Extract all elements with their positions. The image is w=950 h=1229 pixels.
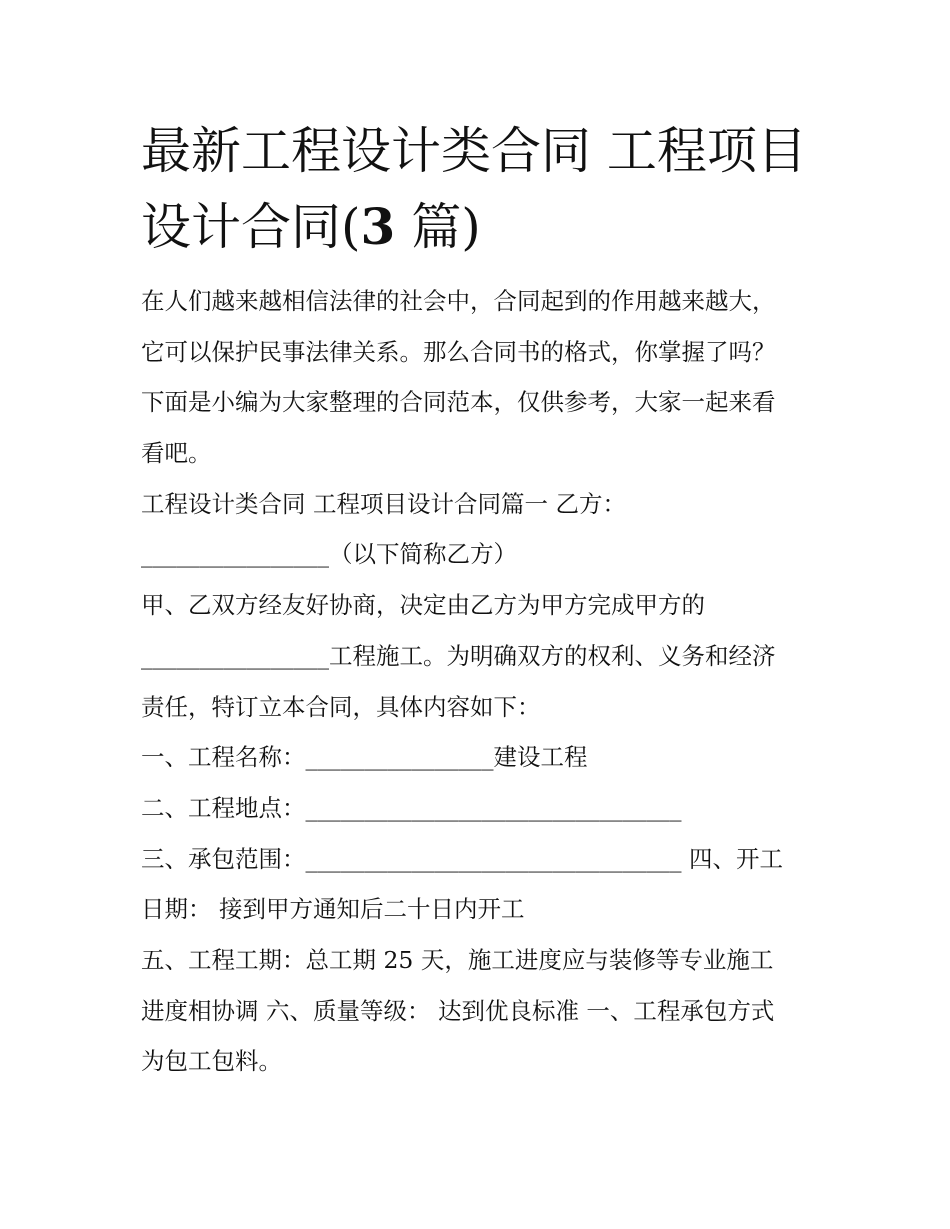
clause-quality-level: 进度相协调 六、质量等级： 达到优良标准 一、工程承包方式	[141, 996, 775, 1025]
title-article-count: 3	[360, 197, 396, 256]
body-line: 在人们越来越相信法律的社会中，合同起到的作用越来越大，	[141, 287, 776, 315]
clause-construction-period: 五、工程工期：总工期 25 天，施工进度应与装修等专业施工	[141, 945, 774, 974]
clause-project-name: 一、工程名称：________________建设工程	[141, 743, 588, 772]
clause-project-location: 二、工程地点：________________________________	[141, 793, 682, 822]
clause-start-date: 日期： 接到甲方通知后二十日内开工	[141, 895, 525, 924]
title-line-2-suffix: 篇)	[395, 198, 481, 256]
project-blank-line: ________________工程施工。为明确双方的权利、义务和经济	[141, 641, 776, 670]
title-line-2	[141, 189, 821, 265]
body-line: 甲、乙双方经友好协商，决定由乙方为甲方完成甲方的	[141, 591, 705, 620]
body-line: 责任，特订立本合同，具体内容如下：	[141, 692, 541, 721]
title-line-2-prefix: 设计合同(	[141, 198, 361, 256]
title-line-1: 最新工程设计类合同 工程项目	[141, 122, 807, 180]
document-body	[141, 276, 831, 1087]
section-heading-line: 工程设计类合同 工程项目设计合同篇一 乙方：	[141, 489, 626, 518]
body-line: 它可以保护民事法律关系。那么合同书的格式，你掌握了吗？	[141, 337, 776, 366]
party-b-blank-line: ________________（以下简称乙方）	[141, 540, 517, 569]
document-title	[141, 113, 821, 265]
body-line: 下面是小编为大家整理的合同范本，仅供参考，大家一起来看	[141, 388, 776, 417]
clause-contract-method: 为包工包料。	[141, 1047, 282, 1076]
body-line: 看吧。	[141, 439, 212, 468]
clause-contract-scope: 三、承包范围：________________________________ 四、开工	[141, 844, 783, 873]
